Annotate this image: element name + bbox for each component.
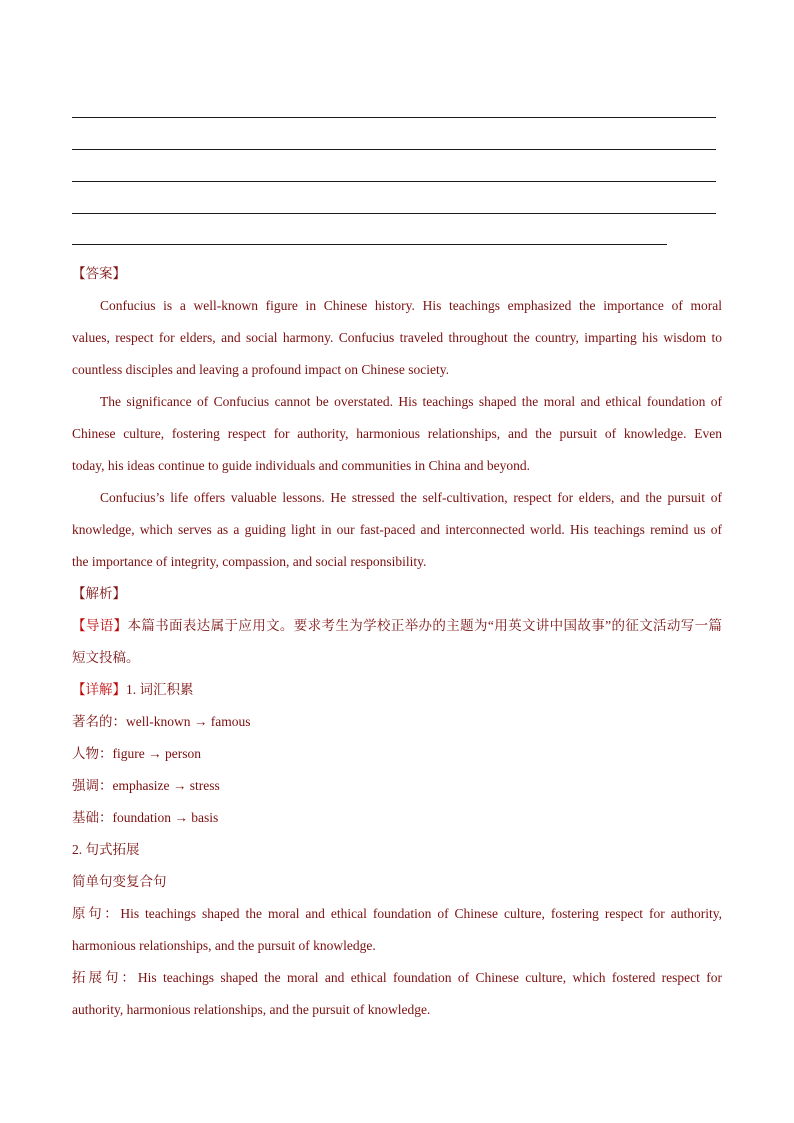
document-body (72, 258, 722, 1026)
essay-line: The significance of Confucius cannot be overstated. His teachings shaped the moral and ethical foundation of (100, 394, 722, 409)
answer-heading: 【答案】 (72, 266, 126, 281)
writing-line-4 (72, 213, 716, 214)
essay-paragraph-2 (72, 386, 722, 482)
detail-label: 【详解】 (72, 682, 126, 697)
guide-line-2: 短文投稿。 (72, 650, 140, 665)
sub-heading: 简单句变复合句 (72, 874, 167, 889)
essay-line: knowledge, which serves as a guiding light in our fast-paced and interconnected world. His teachings remind us of (72, 522, 722, 537)
section-2-heading: 2. 句式拓展 (72, 842, 140, 857)
writing-line-1 (72, 117, 716, 118)
writing-line-2 (72, 149, 716, 150)
vocab-item: 基础：foundation → basis (72, 810, 219, 825)
writing-line-5 (72, 244, 667, 245)
detail-heading: 1. 词汇积累 (126, 682, 194, 697)
essay-line: today, his ideas continue to guide individuals and communities in China and beyond. (72, 458, 531, 473)
essay-line: values, respect for elders, and social harmony. Confucius traveled throughout the country, imparting his wisdom to (72, 330, 722, 345)
essay-paragraph-1 (72, 290, 722, 386)
guide-label: 【导语】 (72, 618, 128, 633)
original-sentence-line-2: harmonious relationships, and the pursuit of knowledge. (72, 938, 376, 953)
original-sentence-line-1: 原句：His teachings shaped the moral and ethical foundation of Chinese culture, fostering respect for authority, (72, 906, 722, 921)
essay-line: Confucius’s life offers valuable lessons. He stressed the self-cultivation, respect for elders, and the pursuit of (100, 490, 722, 505)
vocab-item: 人物：figure → person (72, 746, 201, 761)
guide-line-1 (72, 610, 722, 642)
guide-text: 本篇书面表达属于应用文。要求考生为学校正举办的主题为“用英文讲中国故事”的征文活动写一篇 (127, 618, 723, 633)
writing-line-3 (72, 181, 716, 182)
essay-paragraph-3 (72, 482, 722, 578)
essay-line: Chinese culture, fostering respect for authority, harmonious relationships, and the pursuit of knowledge. Even (72, 426, 722, 441)
essay-line: countless disciples and leaving a profound impact on Chinese society. (72, 362, 450, 377)
analysis-heading: 【解析】 (72, 586, 126, 601)
vocab-item: 强调：emphasize → stress (72, 778, 220, 793)
expanded-sentence-line-1: 拓展句：His teachings shaped the moral and ethical foundation of Chinese culture, which fostered respect for (72, 970, 722, 985)
expanded-sentence-line-2: authority, harmonious relationships, and the pursuit of knowledge. (72, 1002, 431, 1017)
essay-line: the importance of integrity, compassion, and social responsibility. (72, 554, 427, 569)
essay-line: Confucius is a well-known figure in Chinese history. His teachings emphasized the importance of moral (100, 298, 722, 313)
vocab-item: 著名的：well-known → famous (72, 714, 251, 729)
detail-line (72, 674, 722, 706)
